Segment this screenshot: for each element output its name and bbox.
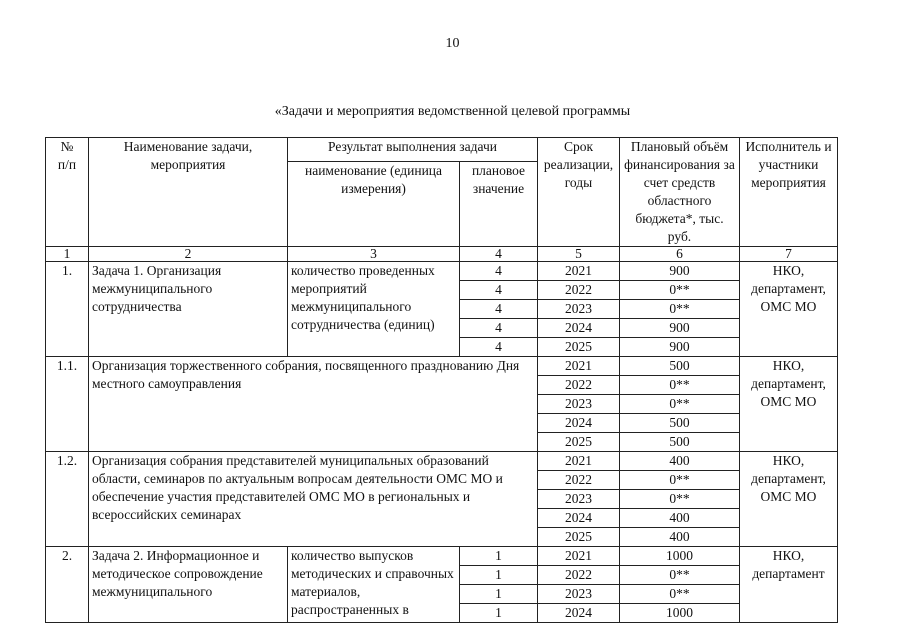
row-volume: 500	[620, 433, 740, 452]
col-number: 2	[89, 247, 288, 262]
row-plan-value: 1	[460, 566, 538, 585]
row-volume: 0**	[620, 395, 740, 414]
row-task-name: Задача 2. Информационное и методическое сопровождение межмуниципального	[89, 547, 288, 623]
row-volume: 0**	[620, 300, 740, 319]
row-year: 2021	[538, 547, 620, 566]
row-plan-value: 4	[460, 319, 538, 338]
table-row	[46, 262, 838, 281]
header-task-name: Наименование задачи, мероприятия	[89, 138, 288, 247]
row-volume: 0**	[620, 471, 740, 490]
row-year: 2021	[538, 262, 620, 281]
row-volume: 400	[620, 528, 740, 547]
row-year: 2023	[538, 300, 620, 319]
col-number: 1	[46, 247, 89, 262]
row-num: 1.	[46, 262, 89, 357]
row-year: 2021	[538, 357, 620, 376]
row-volume: 0**	[620, 376, 740, 395]
row-year: 2021	[538, 452, 620, 471]
row-num: 2.	[46, 547, 89, 623]
row-volume: 0**	[620, 490, 740, 509]
row-volume: 500	[620, 357, 740, 376]
row-volume: 400	[620, 509, 740, 528]
program-table	[45, 137, 838, 623]
row-volume: 0**	[620, 585, 740, 604]
row-plan-value: 4	[460, 281, 538, 300]
row-executor: НКО, департамент	[740, 547, 838, 623]
row-num: 1.1.	[46, 357, 89, 452]
row-volume: 900	[620, 319, 740, 338]
header-term: Срок реализации, годы	[538, 138, 620, 247]
header-num: № п/п	[46, 138, 89, 247]
row-year: 2023	[538, 585, 620, 604]
header-result: Результат выполнения задачи	[288, 138, 538, 162]
row-year: 2024	[538, 319, 620, 338]
row-year: 2024	[538, 509, 620, 528]
row-volume: 400	[620, 452, 740, 471]
row-volume: 1000	[620, 547, 740, 566]
header-result-plan: плановое значение	[460, 162, 538, 247]
row-volume: 0**	[620, 281, 740, 300]
table-row	[46, 452, 838, 471]
table-row	[46, 357, 838, 376]
row-plan-value: 1	[460, 604, 538, 623]
row-volume: 500	[620, 414, 740, 433]
col-number: 3	[288, 247, 460, 262]
row-volume: 900	[620, 262, 740, 281]
row-task-name: Организация собрания представителей муниципальных образований области, семинаров по актуальным вопросам деятельности ОМС МО и обеспечение участия представителей ОМС МО в региональных и всероссийских семинарах	[89, 452, 538, 547]
table-row	[46, 547, 838, 566]
col-number: 7	[740, 247, 838, 262]
row-task-name: Задача 1. Организация межмуниципального сотрудничества	[89, 262, 288, 357]
row-num: 1.2.	[46, 452, 89, 547]
row-year: 2024	[538, 604, 620, 623]
row-plan-value: 4	[460, 338, 538, 357]
row-volume: 1000	[620, 604, 740, 623]
row-task-name: Организация торжественного собрания, посвященного празднованию Дня местного самоуправления	[89, 357, 538, 452]
row-result-name: количество выпусков методических и справочных материалов, распространенных в	[288, 547, 460, 623]
row-plan-value: 1	[460, 547, 538, 566]
row-year: 2025	[538, 338, 620, 357]
row-plan-value: 1	[460, 585, 538, 604]
row-executor: НКО, департамент, ОМС МО	[740, 262, 838, 357]
row-year: 2022	[538, 281, 620, 300]
row-volume: 900	[620, 338, 740, 357]
row-volume: 0**	[620, 566, 740, 585]
column-number-row	[46, 247, 838, 262]
col-number: 4	[460, 247, 538, 262]
page-number: 10	[445, 36, 460, 51]
document-title: «Задачи и мероприятия ведомственной целевой программы	[274, 104, 631, 119]
col-number: 5	[538, 247, 620, 262]
row-executor: НКО, департамент, ОМС МО	[740, 452, 838, 547]
row-year: 2025	[538, 528, 620, 547]
row-year: 2022	[538, 566, 620, 585]
row-year: 2022	[538, 376, 620, 395]
header-volume: Плановый объём финансирования за счет средств областного бюджета*, тыс. руб.	[620, 138, 740, 247]
row-year: 2022	[538, 471, 620, 490]
row-year: 2023	[538, 490, 620, 509]
row-executor: НКО, департамент, ОМС МО	[740, 357, 838, 452]
row-year: 2025	[538, 433, 620, 452]
header-executor: Исполнитель и участники мероприятия	[740, 138, 838, 247]
row-plan-value: 4	[460, 262, 538, 281]
row-year: 2024	[538, 414, 620, 433]
row-plan-value: 4	[460, 300, 538, 319]
row-result-name: количество проведенных мероприятий межмуниципального сотрудничества (единиц)	[288, 262, 460, 357]
row-year: 2023	[538, 395, 620, 414]
col-number: 6	[620, 247, 740, 262]
header-result-name: наименование (единица измерения)	[288, 162, 460, 247]
header-row-1	[46, 138, 838, 162]
